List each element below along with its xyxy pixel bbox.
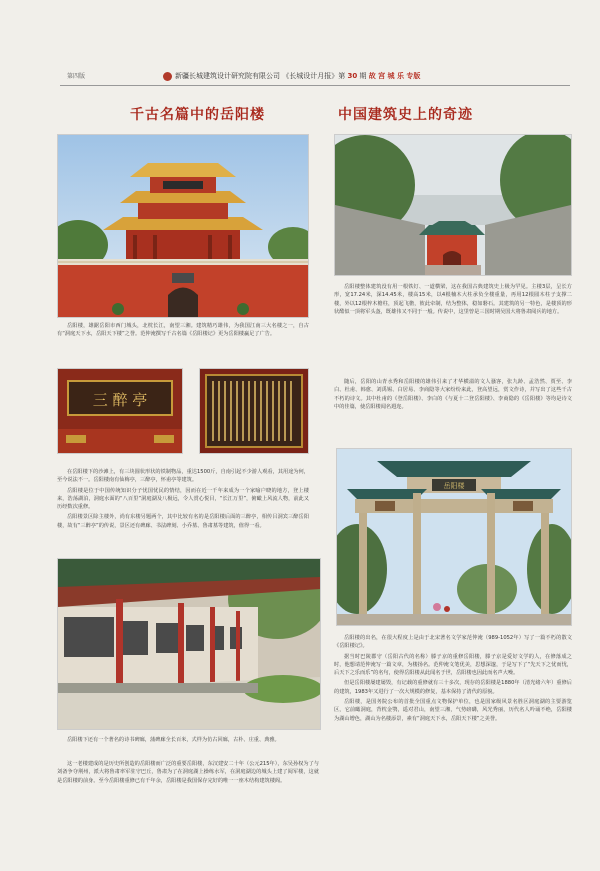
right-middle-text [334,378,572,413]
header-issue-suffix: 期 [359,72,367,80]
yueyang-tower-photo [57,134,309,318]
right-para-3: 岳阳楼的出名，在很大程度上是由于北宋著名文学家范仲淹（989-1052年）写了一篇不朽的散文《岳阳楼记》。 [334,635,572,650]
right-para-6: 岳阳楼，是国务院公布的首批全国重点文物保护单位，也是国家级风景名胜区洞庭湖的主要游览区，它前瞰洞庭，背枕金鹗，遥对君山，南望三湘，气势磅礴，风光秀丽，历代名人吟诵不绝，岳阳楼为湖山增色，湖山为名楼添景，素有“洞庭天下水，岳阳天下楼”之美誉。 [334,699,572,722]
left-intro-text [57,322,309,341]
page-header [163,71,543,83]
inscription-board-photo [199,368,309,454]
plaque-photo [57,368,183,454]
right-para-4: 据当时巴陵郡守（岳阳古代的名称）滕子京的重修岳阳楼，滕子京是爱好文学的人，在修落成之时，他想请范仲淹写一篇文章，为楼扬名。范仲淹文笔优美，思想深邃，于是写下了“先天下之忧而忧，后天下之乐而乐”的名句，使得岳阳楼从此闻名于世，岳阳楼也因此而名声大噪。 [334,653,572,677]
lake-gate-photo [334,134,572,276]
title-left: 千古名篇中的岳阳楼 [130,107,265,123]
stele-corridor-photo [57,558,321,730]
left-para-2: 在岳阳楼下的沙滩上，有三块圆状形状的铁制物品，重达1500斤，自南引起不少游人观看，其用途为何，至今说法不一。岳阳楼南有仙梅亭，三醉亭，怀甫亭等建筑。 [57,469,309,484]
left-para-5: 这一老楼建成的是历史所创造的岳阳楼而广泛的重要岳阳楼，东汉建安二十年（公元215年），东吴孙权为了与刘备争夺荆州，派大将鲁肃率军驻守巴丘，鲁肃为了在洞庭湖上操练水军，在洞庭湖边的城头上建了阅军楼，这就是岳阳楼的前身。至今岳阳楼重修已有千年余，岳阳楼是我国保存完好的唯一一座木结构建筑楼阁。 [57,761,319,784]
header-rule [60,85,570,86]
header-issue: 30 [347,72,358,80]
left-middle-text [57,468,309,532]
left-bottom-text [57,760,319,787]
left-para-4: 岳阳楼景区除主楼外，尚有东楼另题两个，其中比较有名的是岳阳楼后面的三醉亭，相传吕洞宾三醉岳阳楼，故有“三醉亭”的传说，景区还有碑廊、书法碑刻、小乔墓、鲁肃墓等建筑，值得一看。 [57,514,309,529]
plaque-text: 三 醉 亭 [92,391,148,409]
right-para-2: 随后，岳阳的山青水秀和岳阳楼的雄伟引来了才华横溢的文人骚客，张九龄、孟浩然、贾至、李白、杜甫、韩愈、刘禹锡、白居易、李商隐等大家纷纷来此，登高望远，赏文作诗，并写出了这些千古不朽的诗文。其中杜甫的《登岳阳楼》、李白的《与夏十二登岳阳楼》、李商隐的《岳阳楼》等均是诗文中的佳篇，使岳阳楼闻名遐迩。 [334,379,572,410]
left-para-3: 岳阳楼是位于中国传统知识分子忧国忧民的情结，因而在近一千年来成为一个家喻户晓的地方，登上楼来，浩荡湖泊，洞庭水面的“八百里”洞庭湖及八极远，令人赏心悦目，“长江万里”，俯瞰上风流人物，前此又历经数次重修。 [57,487,309,511]
header-publication: 《长城设计月报》第 [282,72,346,80]
right-para-5: 但是岳阳楼屡建屡毁，有记载的重修就有三十多次，现存的岳阳楼是1880年（清光绪六年）重修后的建筑，1983年又进行了一次大规模的修复，基本保持了清代的原貌。 [334,680,572,695]
title-right: 中国建筑史上的奇迹 [338,107,473,123]
corridor-caption: 岳阳楼下还有一个著名的诗书碑廊，蒲碑廊全长百米，式样为仿古回廊，古朴、庄重、典雅。 [67,737,280,743]
header-company: 新疆长城建筑设计研究院有限公司 [175,72,280,80]
memorial-archway-photo [336,448,572,626]
header-column: 故 宫 城 乐 专版 [368,72,421,80]
right-bottom-text [334,634,572,725]
gate-plaque-text: 岳阳楼 [443,482,465,490]
company-logo-icon [163,72,172,81]
right-para-1: 岳阳楼整体建筑没有用一根铁钉、一道横梁，这在我国古典建筑史上极为罕见。主楼3层，呈长方形，宽17.24米，深14.45米，楼高15米，以4根楠木大柱承负全楼重量，再用12根圆木柱子支撑二楼，外以12根梓木檐柱，顶起飞檐，彼此牵制，结为整体，稳如磐石。其建筑的另一特色，是楼顶的形状酷似一顶将军头盔，既雄伟又不同于一般。传说中，这里曾是三国时期吴国大将鲁肃阅兵的地方。 [334,284,572,315]
right-top-text [334,283,572,318]
page-number: 第四版 [67,73,86,80]
left-intro-paragraph: 岳阳楼，雄踞岳阳市西门城头，北枕长江，南望三湘。建筑精巧雄伟，为我国江南三大名楼之一，自古有“洞庭天下水，岳阳天下楼”之誉。范仲淹撰写千古名篇《岳阳楼记》更为岳阳楼赢足了广告。 [57,323,309,338]
